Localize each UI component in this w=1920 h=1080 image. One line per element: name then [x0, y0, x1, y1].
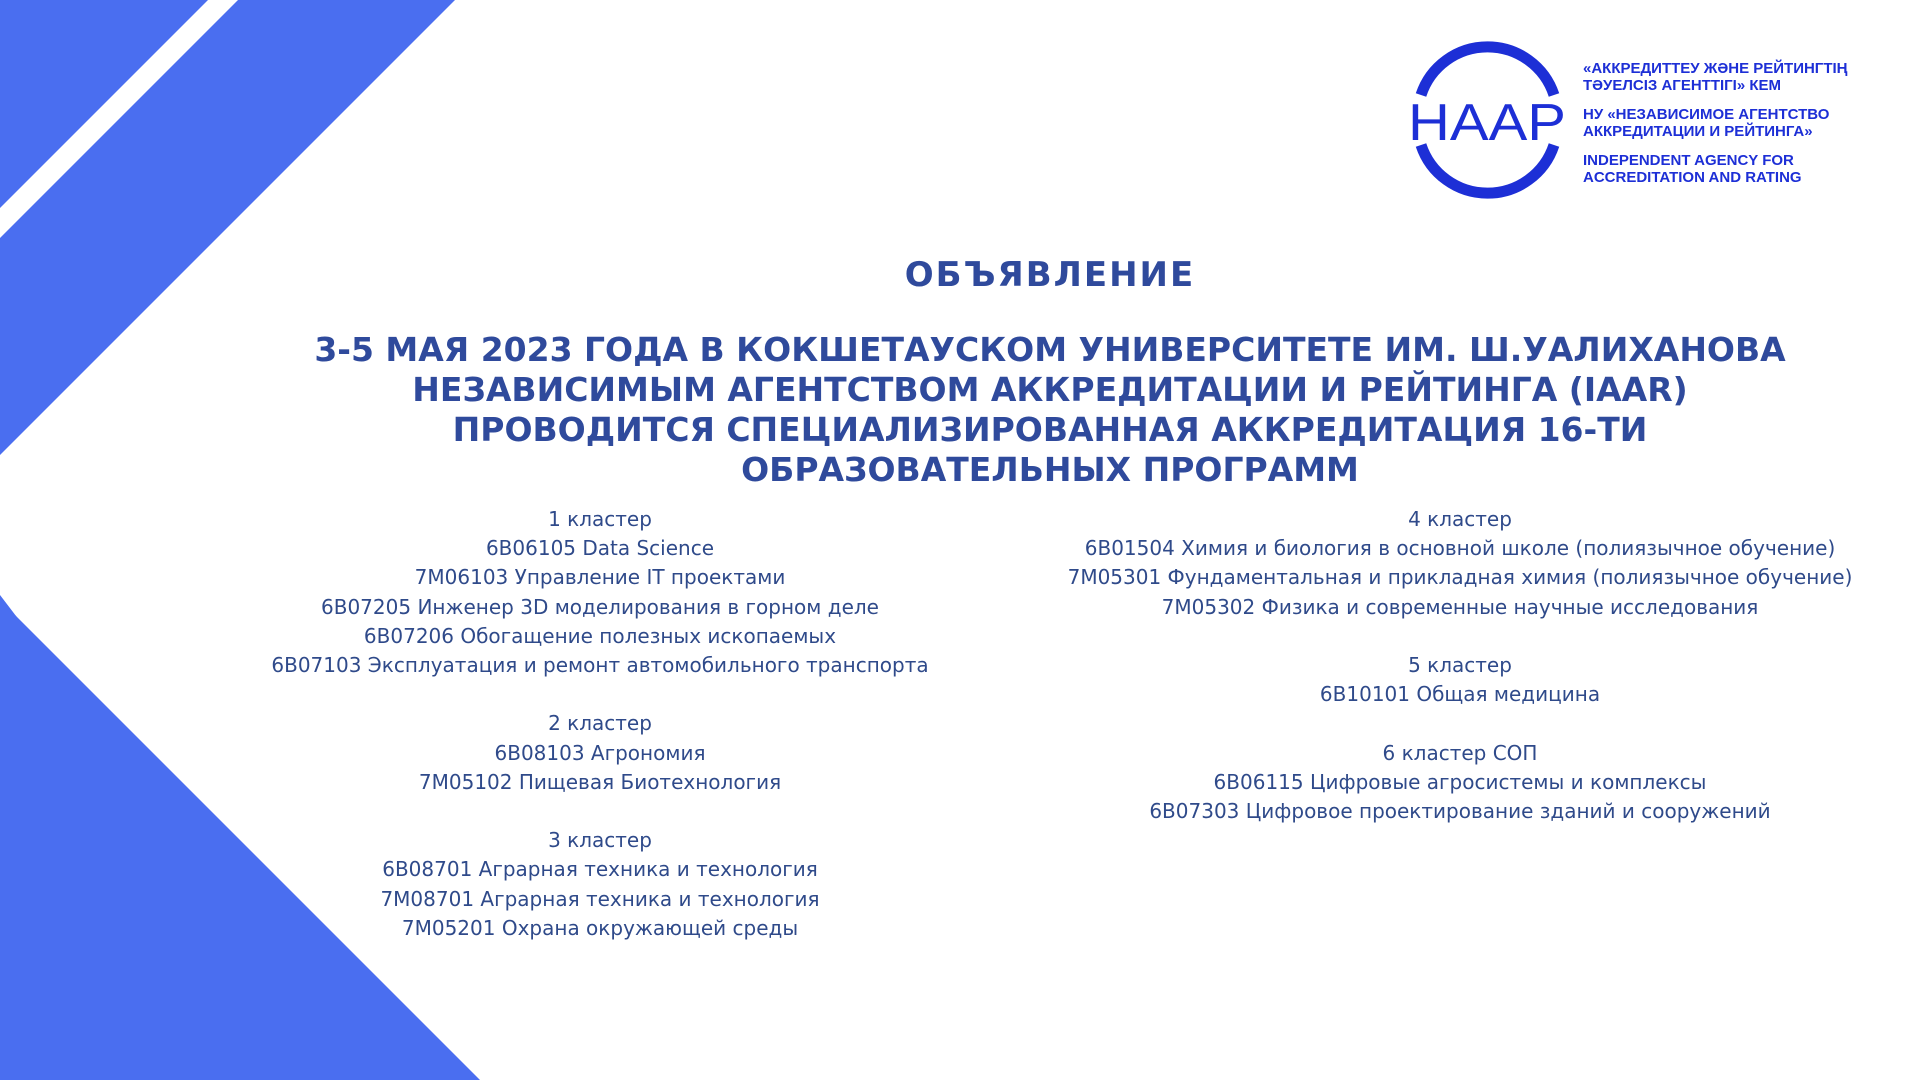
program-item: 6В07303 Цифровое проектирование зданий и сооружений: [1149, 799, 1771, 823]
announcement-subtitle: [270, 330, 1830, 490]
program-item: 6В06105 Data Science: [485, 536, 715, 561]
program-item: 6В01504 Химия и биология в основной школе (полиязычное обучение): [1084, 536, 1836, 561]
logo-mark-text: НААР: [1408, 94, 1566, 152]
cluster-2: [205, 709, 995, 797]
subtitle-line: НЕЗАВИСИМЫМ АГЕНТСТВОМ АККРЕДИТАЦИИ И РЕЙТИНГА (IAAR): [412, 370, 1688, 409]
logo-text: [1583, 60, 1893, 198]
cluster-3: [205, 826, 995, 943]
cluster-4: [1000, 505, 1920, 622]
program-item: 6В07206 Обогащение полезных ископаемых: [363, 623, 837, 648]
program-item: 6В07103 Эксплуатация и ремонт автомобильного транспорта: [271, 653, 929, 678]
logo-ring-bottom: [1421, 145, 1554, 193]
cluster-6: [1000, 739, 1920, 827]
program-item: 7M05102 Пищевая Биотехнология: [418, 769, 782, 794]
programs-right-column: [1000, 505, 1920, 855]
logo-text-en: [1583, 152, 1893, 186]
program-item: 7M05302 Физика и современные научные исследования: [1161, 594, 1759, 619]
logo-en-line: INDEPENDENT AGENCY FOR: [1583, 152, 1794, 169]
logo-kz-line: «АККРЕДИТТЕУ ЖӘНЕ РЕЙТИНГТІҢ: [1583, 60, 1848, 77]
cluster-title: 1 кластер: [548, 507, 652, 531]
program-item: 6В08103 Агрономия: [494, 740, 706, 765]
program-item: 6В08701 Аграрная техника и технология: [382, 857, 818, 882]
logo-ru-line: АККРЕДИТАЦИИ И РЕЙТИНГА»: [1583, 123, 1813, 140]
program-item: 6В07205 Инженер 3D моделирования в горном деле: [321, 594, 879, 619]
cluster-title: 2 кластер: [548, 711, 652, 736]
program-item: 6В10101 Общая медицина: [1319, 682, 1601, 707]
subtitle-line: 3-5 МАЯ 2023 ГОДА В КОКШЕТАУСКОМ УНИВЕРСИТЕТЕ ИМ. Ш.УАЛИХАНОВА: [314, 330, 1786, 369]
cluster-title: 6 кластер СОП: [1382, 740, 1538, 765]
cluster-1: [205, 505, 995, 680]
cluster-5: [1000, 651, 1920, 709]
programs-left-column: [205, 505, 995, 972]
logo-text-ru: [1583, 106, 1893, 140]
subtitle-line: ОБРАЗОВАТЕЛЬНЫХ ПРОГРАММ: [741, 450, 1359, 489]
program-item: 7M05201 Охрана окружающей среды: [401, 915, 799, 940]
logo-kz-line: ТӘУЕЛСІЗ АГЕНТТІГІ» КЕМ: [1583, 77, 1781, 94]
announcement-title: ОБЪЯВЛЕНИЕ: [904, 255, 1196, 295]
cluster-title: 4 кластер: [1408, 507, 1512, 531]
subtitle-line: ПРОВОДИТСЯ СПЕЦИАЛИЗИРОВАННАЯ АККРЕДИТАЦИЯ 16-ТИ: [452, 410, 1648, 449]
iaar-logo-mark: [1405, 40, 1570, 200]
cluster-title: 5 кластер: [1408, 653, 1512, 677]
logo-text-kz: [1583, 60, 1893, 94]
program-item: 7M08701 Аграрная техника и технология: [380, 886, 820, 911]
logo-en-line: ACCREDITATION AND RATING: [1583, 169, 1802, 186]
program-item: 7M05301 Фундаментальная и прикладная химия (полиязычное обучение): [1067, 565, 1853, 590]
logo-ru-line: НУ «НЕЗАВИСИМОЕ АГЕНТСТВО: [1583, 106, 1830, 123]
cluster-title: 3 кластер: [548, 828, 652, 853]
logo-ring-top: [1421, 47, 1554, 95]
program-item: 6В06115 Цифровые агросистемы и комплексы: [1213, 769, 1707, 794]
program-item: 7M06103 Управление IT проектами: [414, 565, 786, 590]
iaar-logo: [1405, 40, 1895, 200]
